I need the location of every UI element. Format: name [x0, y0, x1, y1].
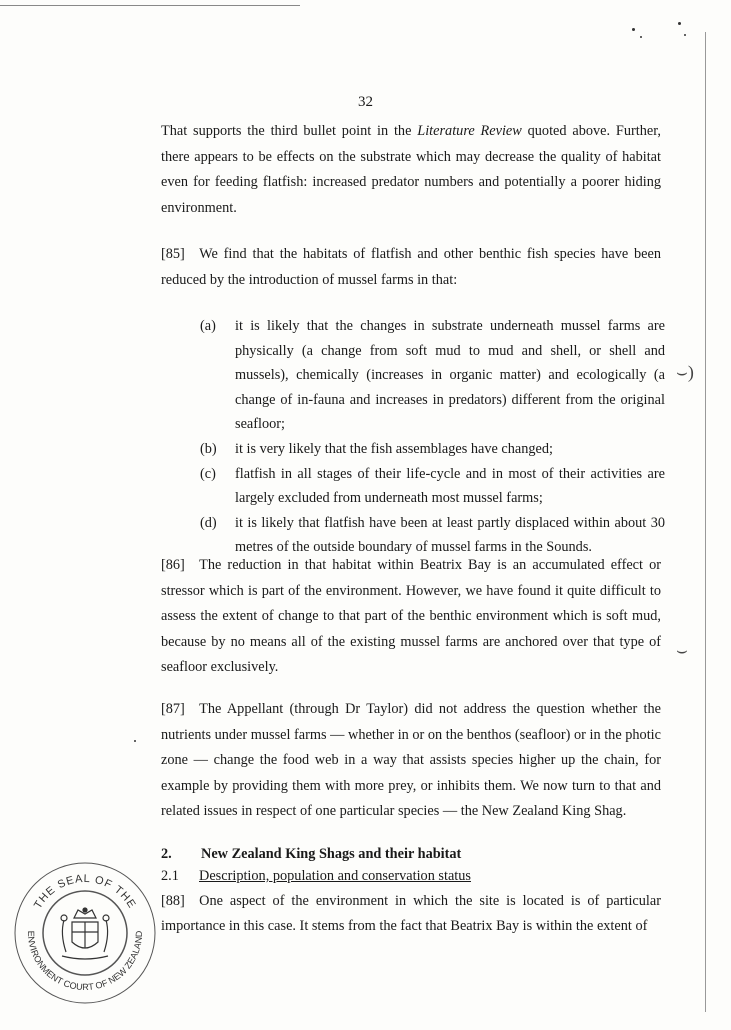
paragraph-87	[161, 697, 661, 825]
subsection-heading	[161, 868, 471, 885]
intro-text: That supports the third bullet point in the	[161, 123, 418, 139]
list-item-text: it is likely that the changes in substrate underneath mussel farms are physically (a change from soft mud to mud and shell, or shell and mussels), chemically (increases in organic matter) and ecologically (a change of in-fauna and increases in predators) different from the original seafloor;	[235, 318, 665, 433]
paragraph-85	[161, 242, 661, 293]
margin-bracket-mark: ⌣	[676, 640, 688, 660]
subsection-heading-number: 2.1	[161, 868, 179, 884]
page-number: 32	[358, 94, 373, 110]
scan-speck	[640, 36, 642, 38]
intro-paragraph	[161, 119, 661, 221]
list-item-text: flatfish in all stages of their life-cycle and in most of their activities are largely excluded from underneath most mussel farms;	[235, 465, 665, 507]
list-item-marker: (b)	[200, 440, 217, 457]
paragraph-85-text: [85] We find that the habitats of flatfish and other benthic fish species have been reduced by the introduction of mussel farms in that:	[161, 246, 661, 288]
scan-speck	[632, 28, 635, 31]
scan-speck	[678, 22, 681, 25]
section-heading-text: New Zealand King Shags and their habitat	[201, 846, 462, 862]
paragraph-86	[161, 553, 661, 681]
seal-top-text: THE SEAL OF THE	[31, 872, 139, 911]
paragraph-88-text: [88] One aspect of the environment in which the site is located is of particular importance in this case. It stems from the fact that Beatrix Bay is within the extent of	[161, 893, 661, 934]
section-heading	[161, 846, 461, 863]
scan-speck	[684, 34, 686, 36]
paragraph-88	[161, 889, 661, 939]
paragraph-86-text: [86] The reduction in that habitat within Beatrix Bay is an accumulated effect or stressor which is part of the environment. However, we have found it quite difficult to assess the extent of change to that part of the benthic environment which is soft mud, because by no means all of the existing mussel farms are anchored over that type of seafloor exclusively.	[161, 557, 661, 675]
top-scan-rule	[0, 5, 300, 6]
list-item-marker: (d)	[200, 514, 217, 531]
scan-speck	[134, 740, 136, 742]
margin-bracket-mark: ⌣)	[676, 362, 694, 382]
list-item	[200, 314, 665, 437]
environment-court-seal	[12, 860, 158, 1006]
list-item-marker: (a)	[200, 318, 216, 334]
list-item	[200, 437, 665, 462]
intro-text-cont: quoted above. Further, there appears to be effects on the substrate which may decrease the quality of habitat even for feeding flatfish: increased predator numbers and potentially a poorer hiding environment.	[161, 123, 661, 216]
coat-of-arms-icon	[61, 908, 109, 959]
findings-list	[200, 314, 665, 560]
subsection-heading-text: Description, population and conservation status	[199, 868, 471, 884]
section-heading-number: 2.	[161, 846, 172, 862]
list-item-marker: (c)	[200, 465, 216, 482]
list-item-text: it is likely that flatfish have been at least partly displaced within about 30 metres of the outside boundary of mussel farms in the Sounds.	[235, 514, 665, 556]
paragraph-87-text: [87] The Appellant (through Dr Taylor) did not address the question whether the nutrients under mussel farms — whether in or on the benthos (seafloor) or in the photic zone — change the food web in a way that assists species higher up the chain, for example by providing them with more prey, or inhibits them. We now turn to that and related issues in respect of one particular species — the New Zealand King Shag.	[161, 701, 661, 819]
list-item	[200, 462, 665, 511]
list-item-text: it is very likely that the fish assemblages have changed;	[235, 440, 554, 457]
right-margin-rule	[705, 32, 706, 1012]
seal-bottom-text: ENVIRONMENT COURT OF NEW ZEALAND	[25, 930, 145, 993]
literature-review-title: Literature Review	[417, 123, 522, 139]
